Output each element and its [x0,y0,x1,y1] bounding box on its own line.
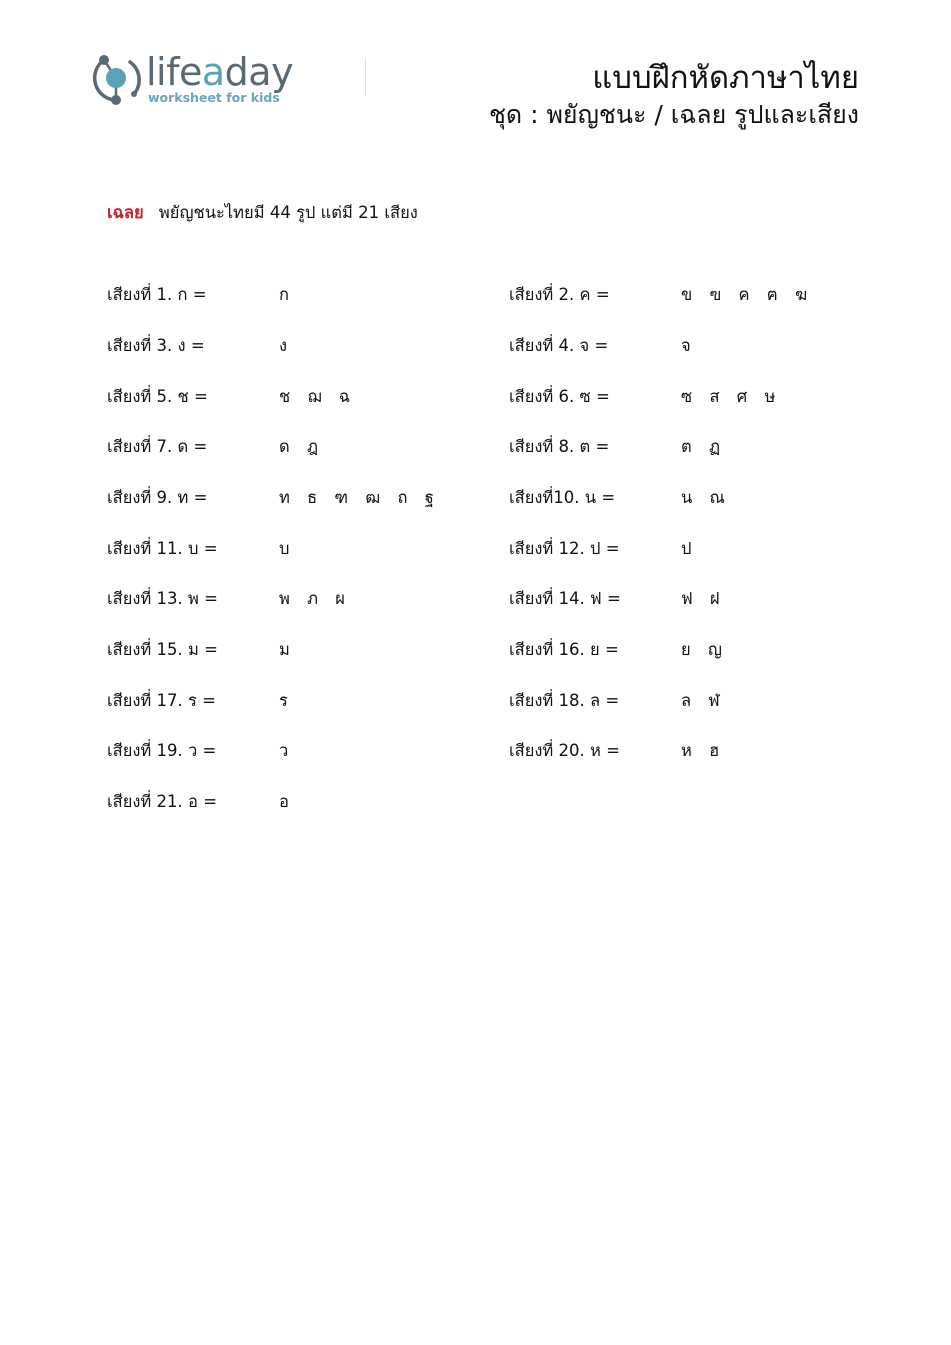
header-divider [365,58,366,96]
sound-label: เสียงที่ 21. อ = [107,792,218,811]
sound-letters: ซ ส ศ ษ [681,387,779,406]
page-subtitle: ชุด : พยัญชนะ / เฉลย รูปและเสียง [488,100,859,129]
sound-letters: ท ธ ฑ ฒ ถ ฐ [279,488,437,507]
sound-label: เสียงที่ 19. ว = [107,741,217,760]
sound-letters: พ ภ ผ [279,589,348,608]
sound-letters: ม [279,640,293,659]
sound-label: เสียงที่ 2. ค = [509,285,610,304]
sound-label: เสียงที่ 8. ต = [509,437,610,456]
sound-label: เสียงที่ 18. ล = [509,691,620,710]
sound-label: เสียงที่ 11. บ = [107,539,218,558]
sound-label: เสียงที่ 5. ช = [107,387,208,406]
sound-letters: ง [279,336,291,355]
sound-label: เสียงที่ 13. พ = [107,589,218,608]
answer-text: พยัญชนะไทยมี 44 รูป แต่มี 21 เสียง [158,203,418,222]
sound-letters: ห ฮ [681,741,723,760]
sound-label: เสียงที่ 17. ร = [107,691,216,710]
answer-summary [107,200,418,226]
answer-label: เฉลย [107,203,144,222]
sound-letters: น ณ [681,488,728,507]
sound-label: เสียงที่ 7. ด = [107,437,208,456]
sound-letters: ร [279,691,291,710]
sound-letters: ด ฎ [279,437,322,456]
sound-letters: ฟ ฝ [681,589,723,608]
sound-label: เสียงที่ 12. ป = [509,539,620,558]
sound-label: เสียงที่ 9. ท = [107,488,208,507]
sound-letters: อ [279,792,292,811]
sound-letters: ข ฃ ค ฅ ฆ [681,285,811,304]
lifeaday-logo [90,50,310,110]
sound-letters: จ [681,336,694,355]
sound-letters: ล ฬ [681,691,723,710]
sound-letters: ป [681,539,695,558]
sound-label: เสียงที่ 20. ห = [509,741,620,760]
sound-label: เสียงที่ 1. ก = [107,285,207,304]
sound-letters: ช ฌ ฉ [279,387,354,406]
sound-label: เสียงที่ 15. ม = [107,640,218,659]
molecule-logo-icon [90,50,148,108]
sound-letters: บ [279,539,293,558]
sound-label: เสียงที่ 6. ซ = [509,387,610,406]
sound-label: เสียงที่10. น = [509,488,616,507]
sound-letters: ก [279,285,292,304]
sound-label: เสียงที่ 16. ย = [509,640,619,659]
sound-letters: ว [279,741,292,760]
page-title: แบบฝึกหัดภาษาไทย [592,60,859,96]
sound-label: เสียงที่ 4. จ = [509,336,609,355]
sound-letters: ย ญ [681,640,725,659]
sound-letters: ต ฏ [681,437,724,456]
sound-label: เสียงที่ 14. ฟ = [509,589,621,608]
logo-wordmark: lifeaday [146,50,294,94]
logo-tagline: worksheet for kids [148,90,280,105]
sound-label: เสียงที่ 3. ง = [107,336,205,355]
